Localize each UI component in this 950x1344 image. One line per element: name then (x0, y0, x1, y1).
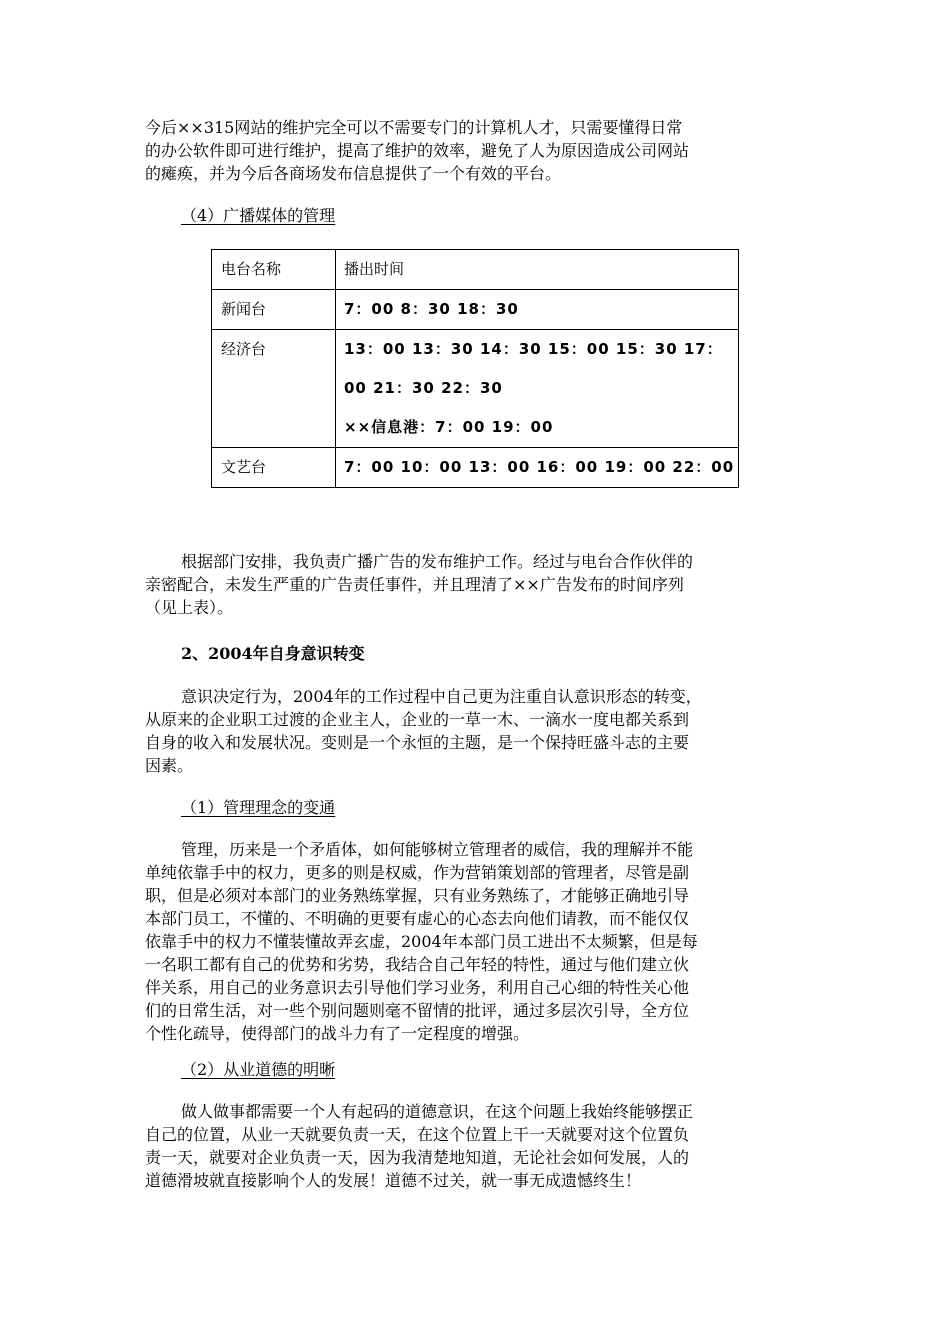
station-name: 经济台 (212, 330, 336, 448)
management-paragraph: 管理，历来是一个矛盾体，如何能够树立管理者的威信，我的理解并不能 单纯依靠手中的权力，更多的则是权威，作为营销策划部的管理者，尽管是副 职，但是必须对本部门的业务熟练掌握，只有业务熟练了，才能够正确地引导 本部门员工，不懂的、不明确的更要有虚心的心态去向他们请教，而不能仅仅 依靠手中的权力不懂装懂故弄玄虚，2004年本部门员工进出不太频繁，但是每 一名职工都有自己的优势和劣势，我结合自己年轻的特性，通过与他们建立伙 伴关系，用自己的业务意识去引导他们学习业务，利用自己心细的特性关心他 们的日常生活，对一些个别问题则毫不留情的批评，通过多层次引导，全方位 个性化疏导，使得部门的战斗力有了一定程度的增强。 (145, 840, 698, 1043)
table-row (212, 448, 739, 488)
intro-line: 的办公软件即可进行维护，提高了维护的效率，避免了人为原因造成公司网站 (145, 141, 690, 160)
section-heading-2: 2、2004年自身意识转变 (181, 644, 365, 663)
section-2-title: （2）从业道德的明晰 (181, 1060, 336, 1079)
broadcast-times: 7：00 10：00 13：00 16：00 19：00 22：00 (336, 448, 739, 488)
station-name: 新闻台 (212, 290, 336, 330)
broadcast-paragraph: 根据部门安排，我负责广播广告的发布维护工作。经过与电台合作伙伴的 亲密配合，未发生严重的广告责任事件，并且理清了××广告发布的时间序列 （见上表）。 (145, 552, 694, 617)
table-row (212, 290, 739, 330)
broadcast-times: 7：00 8：30 18：30 (336, 290, 739, 330)
header-time: 播出时间 (336, 250, 739, 290)
section-1-title: （1）管理理念的变通 (181, 798, 336, 817)
section-4-title: （4）广播媒体的管理 (181, 206, 336, 225)
station-name: 文艺台 (212, 448, 336, 488)
broadcast-schedule-table (211, 249, 739, 488)
table-header-row (212, 250, 739, 290)
table-row (212, 330, 739, 448)
broadcast-times: 13：00 13：30 14：30 15：00 15：30 17： 00 21：30 22：30 ××信息港：7：00 19：00 (336, 330, 739, 448)
intro-line: 的瘫痪，并为今后各商场发布信息提供了一个有效的平台。 (145, 164, 562, 183)
intro-line: 今后××315网站的维护完全可以不需要专门的计算机人才，只需要懂得日常 (145, 118, 683, 137)
intro-paragraph (145, 116, 800, 185)
header-station: 电台名称 (212, 250, 336, 290)
awareness-paragraph: 意识决定行为，2004年的工作过程中自己更为注重自认意识形态的转变， 从原来的企业职工过渡的企业主人，企业的一草一木、一滴水一度电都关系到 自身的收入和发展状况。变则是一个永恒的主题，是一个保持旺盛斗志的主要 因素。 (145, 687, 702, 775)
ethics-paragraph: 做人做事都需要一个人有起码的道德意识，在这个问题上我始终能够摆正 自己的位置，从业一天就要负责一天，在这个位置上干一天就要对这个位置负 责一天，就要对企业负责一天，因为我清楚地知道，无论社会如何发展，人的 道德滑坡就直接影响个人的发展！道德不过关，就一事无成遗憾终生！ (145, 1102, 694, 1190)
